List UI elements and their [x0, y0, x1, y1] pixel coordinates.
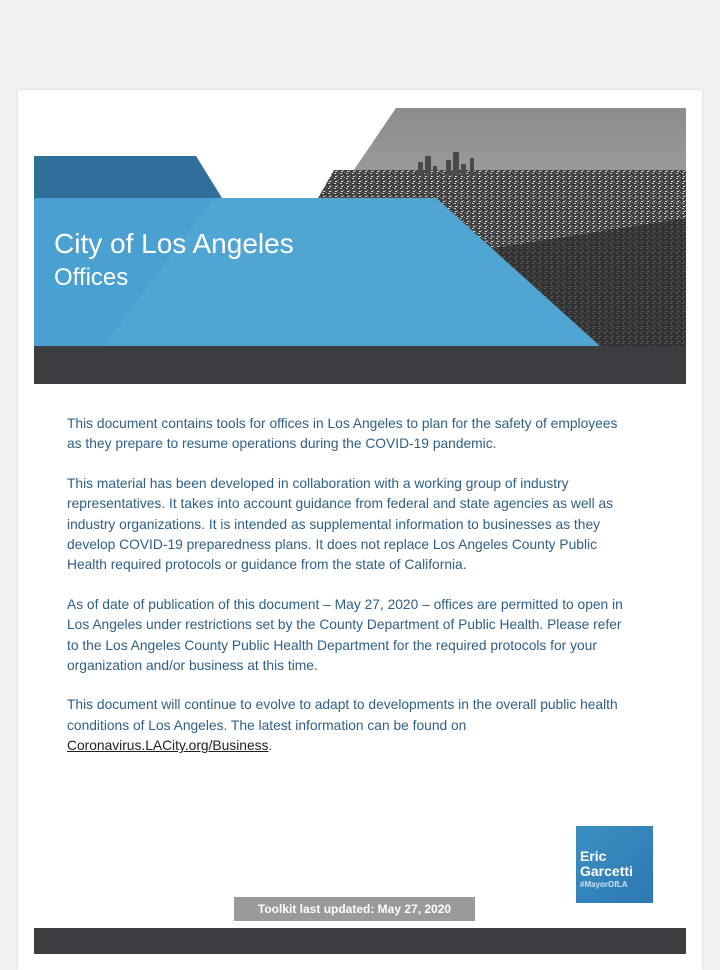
- paragraph-collaboration: This material has been developed in collaboration with a working group of industry representatives. It takes into account guidance from federal and state agencies as well as industry organizations. It is intended as supplemental information to businesses as they develop COVID-19 preparedness plans. It does not replace Los Angeles County Public Health required protocols or guidance from the state of California.: [67, 475, 614, 573]
- page-subtitle: Offices: [54, 264, 129, 291]
- document-page: [18, 90, 702, 970]
- body-text: [67, 414, 627, 776]
- logo-last-name: Garcetti: [580, 863, 633, 879]
- business-link[interactable]: Coronavirus.LACity.org/Business: [67, 738, 269, 754]
- paragraph-closing: [67, 695, 627, 756]
- page-title: City of Los Angeles: [54, 228, 294, 259]
- banner-tab: [34, 156, 222, 198]
- footer-bar: [34, 928, 686, 954]
- paragraph-publication-date: As of date of publication of this document – May 27, 2020 – offices are permitted to open in Los Angeles under restrictions set by the County Department of Public Health. Please refer to the Los Angeles County Public Health Department for the required protocols for your organization and/or business at this time.: [67, 596, 623, 674]
- logo-hashtag: #MayorOfLA: [580, 880, 628, 889]
- mayor-logo: [576, 826, 653, 903]
- last-updated-badge: Toolkit last updated: May 27, 2020: [234, 897, 475, 921]
- paragraph-intro: This document contains tools for offices in Los Angeles to plan for the safety of employees as they prepare to resume operations during the COVID-19 pandemic.: [67, 416, 618, 452]
- closing-text: This document will continue to evolve to adapt to developments in the overall public health conditions of Los Angeles. The latest information can be found on: [67, 697, 618, 733]
- title-block: [54, 226, 294, 294]
- banner-dark-bar: [34, 346, 686, 384]
- closing-period: .: [268, 738, 273, 754]
- logo-first-name: Eric: [580, 848, 607, 864]
